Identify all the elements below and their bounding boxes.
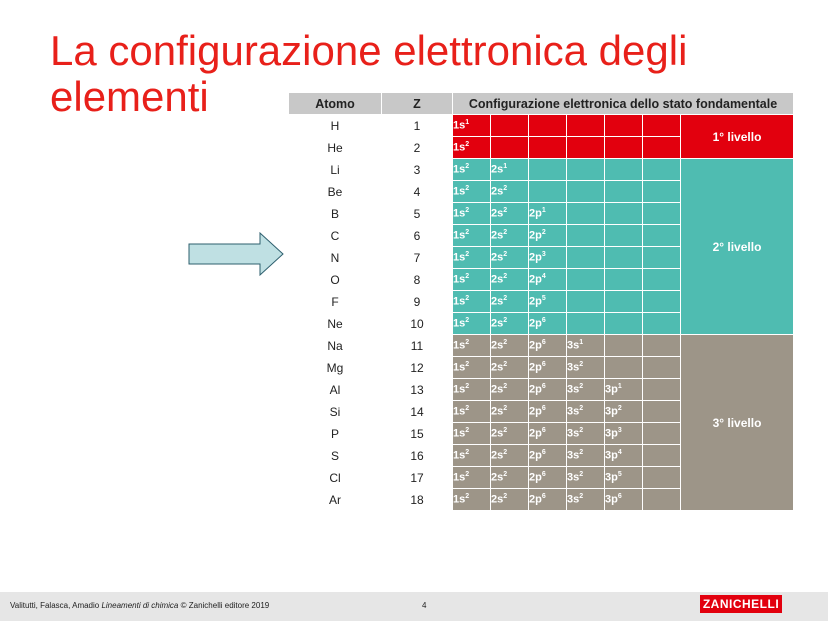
- electron-configuration-table: [288, 92, 794, 511]
- orbital-cell: [491, 137, 529, 159]
- atomic-number: 1: [382, 115, 453, 137]
- orbital-name: 2p: [529, 339, 542, 352]
- atom-symbol: N: [289, 247, 382, 269]
- electron-count: 2: [503, 339, 508, 347]
- electron-count: 2: [503, 383, 508, 391]
- atomic-number: 10: [382, 313, 453, 335]
- atom-symbol: Ne: [289, 313, 382, 335]
- orbital-cell: [643, 445, 681, 467]
- footer-credit-authors: Valitutti, Falasca, Amadio: [10, 601, 102, 610]
- electron-count: 6: [541, 383, 546, 391]
- orbital-name: 1s: [453, 163, 466, 176]
- header-configuration: Configurazione elettronica dello stato fondamentale: [453, 93, 794, 115]
- header-z: Z: [382, 93, 453, 115]
- orbital-name: 2p: [529, 383, 542, 396]
- electron-count: 2: [465, 251, 470, 259]
- orbital-cell: [453, 115, 491, 137]
- orbital-name: 2p: [529, 405, 542, 418]
- orbital-cell: [567, 357, 605, 379]
- orbital-name: 3s: [567, 383, 580, 396]
- orbital-cell: [567, 225, 605, 247]
- orbital-name: 2p: [529, 361, 542, 374]
- orbital-cell: [605, 467, 643, 489]
- orbital-cell: [567, 401, 605, 423]
- orbital-cell: [643, 335, 681, 357]
- orbital-cell: [491, 247, 529, 269]
- orbital-cell: [605, 159, 643, 181]
- orbital-name: 2s: [491, 471, 504, 484]
- orbital-cell: [529, 291, 567, 313]
- slide-title: La configurazione elettronica degli elementi: [50, 27, 688, 120]
- electron-count: 6: [541, 493, 546, 501]
- orbital-cell: [567, 335, 605, 357]
- orbital-cell: [643, 203, 681, 225]
- orbital-cell: [453, 181, 491, 203]
- level-label: 3° livello: [681, 335, 794, 511]
- electron-count: 1: [541, 207, 546, 215]
- header-atom: Atomo: [289, 93, 382, 115]
- orbital-cell: [491, 335, 529, 357]
- orbital-cell: [529, 137, 567, 159]
- orbital-cell: [529, 401, 567, 423]
- electron-count: 2: [503, 471, 508, 479]
- orbital-cell: [643, 115, 681, 137]
- orbital-cell: [643, 291, 681, 313]
- orbital-name: 3p: [605, 471, 618, 484]
- orbital-cell: [453, 401, 491, 423]
- atom-symbol: O: [289, 269, 382, 291]
- orbital-cell: [529, 467, 567, 489]
- orbital-cell: [605, 225, 643, 247]
- electron-count: 2: [465, 295, 470, 303]
- orbital-name: 2s: [491, 295, 504, 308]
- orbital-name: 2s: [491, 427, 504, 440]
- atomic-number: 13: [382, 379, 453, 401]
- orbital-name: 3p: [605, 383, 618, 396]
- orbital-cell: [605, 401, 643, 423]
- orbital-cell: [529, 115, 567, 137]
- orbital-name: 1s: [453, 273, 466, 286]
- atomic-number: 17: [382, 467, 453, 489]
- orbital-name: 2p: [529, 427, 542, 440]
- electron-count: 6: [541, 449, 546, 457]
- atom-symbol: He: [289, 137, 382, 159]
- orbital-cell: [453, 137, 491, 159]
- orbital-cell: [605, 203, 643, 225]
- orbital-name: 2p: [529, 449, 542, 462]
- orbital-name: 2p: [529, 295, 542, 308]
- orbital-cell: [643, 247, 681, 269]
- electron-count: 1: [617, 383, 622, 391]
- orbital-name: 1s: [453, 295, 466, 308]
- orbital-name: 3s: [567, 471, 580, 484]
- orbital-cell: [567, 423, 605, 445]
- orbital-cell: [529, 445, 567, 467]
- electron-count: 2: [541, 229, 546, 237]
- orbital-cell: [643, 423, 681, 445]
- orbital-cell: [643, 401, 681, 423]
- electron-count: 2: [579, 383, 584, 391]
- orbital-name: 2s: [491, 273, 504, 286]
- electron-count: 2: [465, 339, 470, 347]
- orbital-name: 3s: [567, 339, 580, 352]
- electron-count: 2: [465, 185, 470, 193]
- electron-count: 2: [465, 141, 470, 149]
- orbital-cell: [453, 335, 491, 357]
- electron-count: 2: [465, 163, 470, 171]
- electron-count: 2: [503, 449, 508, 457]
- atom-symbol: P: [289, 423, 382, 445]
- orbital-cell: [643, 269, 681, 291]
- orbital-cell: [453, 467, 491, 489]
- footer-credit-book: Lineamenti di chimica: [101, 601, 179, 610]
- atom-symbol: Na: [289, 335, 382, 357]
- orbital-cell: [529, 335, 567, 357]
- orbital-cell: [605, 423, 643, 445]
- orbital-cell: [453, 225, 491, 247]
- orbital-name: 2s: [491, 493, 504, 506]
- electron-count: 3: [617, 427, 622, 435]
- orbital-cell: [605, 445, 643, 467]
- atom-symbol: C: [289, 225, 382, 247]
- orbital-cell: [605, 313, 643, 335]
- orbital-name: 2s: [491, 339, 504, 352]
- orbital-cell: [605, 181, 643, 203]
- electron-count: 2: [503, 317, 508, 325]
- orbital-name: 1s: [453, 207, 466, 220]
- orbital-name: 1s: [453, 119, 466, 132]
- electron-count: 2: [579, 449, 584, 457]
- level-label: 1° livello: [681, 115, 794, 159]
- electron-count: 2: [503, 405, 508, 413]
- orbital-cell: [605, 379, 643, 401]
- electron-count: 4: [617, 449, 622, 457]
- orbital-name: 3p: [605, 449, 618, 462]
- footer-bar: [0, 592, 828, 621]
- electron-count: 2: [579, 493, 584, 501]
- orbital-cell: [491, 225, 529, 247]
- electron-count: 1: [465, 119, 470, 127]
- orbital-cell: [453, 489, 491, 511]
- orbital-name: 3s: [567, 427, 580, 440]
- orbital-cell: [491, 313, 529, 335]
- footer-credit-publisher: © Zanichelli editore 2019: [178, 601, 270, 610]
- atom-symbol: Si: [289, 401, 382, 423]
- atomic-number: 4: [382, 181, 453, 203]
- atomic-number: 18: [382, 489, 453, 511]
- orbital-cell: [567, 137, 605, 159]
- electron-count: 6: [541, 339, 546, 347]
- orbital-cell: [529, 269, 567, 291]
- orbital-cell: [529, 203, 567, 225]
- orbital-name: 2s: [491, 229, 504, 242]
- electron-count: 2: [503, 273, 508, 281]
- orbital-cell: [453, 357, 491, 379]
- electron-count: 6: [541, 427, 546, 435]
- orbital-cell: [491, 401, 529, 423]
- orbital-name: 3p: [605, 405, 618, 418]
- orbital-name: 2p: [529, 493, 542, 506]
- orbital-cell: [643, 379, 681, 401]
- electron-count: 2: [465, 405, 470, 413]
- orbital-cell: [529, 379, 567, 401]
- orbital-cell: [529, 423, 567, 445]
- electron-count: 2: [465, 273, 470, 281]
- table-header-row: [289, 93, 794, 115]
- orbital-name: 2s: [491, 163, 504, 176]
- electron-count: 2: [465, 449, 470, 457]
- orbital-name: 1s: [453, 339, 466, 352]
- atomic-number: 11: [382, 335, 453, 357]
- table-row: [289, 335, 794, 357]
- atomic-number: 12: [382, 357, 453, 379]
- orbital-cell: [643, 225, 681, 247]
- orbital-cell: [567, 467, 605, 489]
- orbital-cell: [491, 181, 529, 203]
- electron-count: 2: [503, 185, 508, 193]
- orbital-cell: [605, 137, 643, 159]
- electron-count: 2: [503, 361, 508, 369]
- orbital-name: 1s: [453, 185, 466, 198]
- atom-symbol: Al: [289, 379, 382, 401]
- electron-count: 2: [579, 361, 584, 369]
- orbital-name: 2s: [491, 207, 504, 220]
- orbital-name: 1s: [453, 493, 466, 506]
- electron-count: 5: [617, 471, 622, 479]
- electron-count: 2: [465, 383, 470, 391]
- atom-symbol: S: [289, 445, 382, 467]
- orbital-name: 1s: [453, 383, 466, 396]
- orbital-cell: [491, 357, 529, 379]
- orbital-name: 1s: [453, 229, 466, 242]
- footer-credit: [10, 601, 269, 610]
- atom-symbol: Mg: [289, 357, 382, 379]
- table-row: [289, 115, 794, 137]
- electron-count: 2: [579, 471, 584, 479]
- orbital-cell: [491, 423, 529, 445]
- electron-count: 6: [541, 361, 546, 369]
- atom-symbol: Cl: [289, 467, 382, 489]
- atomic-number: 8: [382, 269, 453, 291]
- atom-symbol: Be: [289, 181, 382, 203]
- orbital-cell: [529, 159, 567, 181]
- orbital-cell: [605, 247, 643, 269]
- orbital-cell: [453, 313, 491, 335]
- orbital-cell: [453, 423, 491, 445]
- orbital-cell: [491, 269, 529, 291]
- atom-symbol: F: [289, 291, 382, 313]
- electron-count: 2: [465, 493, 470, 501]
- electron-count: 2: [503, 229, 508, 237]
- orbital-name: 2s: [491, 361, 504, 374]
- level-label: 2° livello: [681, 159, 794, 335]
- orbital-cell: [567, 269, 605, 291]
- electron-count: 2: [503, 493, 508, 501]
- electron-count: 6: [541, 317, 546, 325]
- orbital-cell: [453, 247, 491, 269]
- orbital-name: 2s: [491, 317, 504, 330]
- electron-count: 3: [541, 251, 546, 259]
- electron-count: 2: [465, 471, 470, 479]
- electron-count: 2: [465, 317, 470, 325]
- atom-symbol: Ar: [289, 489, 382, 511]
- orbital-cell: [643, 357, 681, 379]
- table-row: [289, 159, 794, 181]
- atomic-number: 7: [382, 247, 453, 269]
- orbital-cell: [643, 489, 681, 511]
- orbital-cell: [453, 379, 491, 401]
- orbital-cell: [453, 291, 491, 313]
- orbital-cell: [643, 313, 681, 335]
- orbital-cell: [605, 115, 643, 137]
- orbital-name: 1s: [453, 141, 466, 154]
- orbital-name: 1s: [453, 251, 466, 264]
- orbital-cell: [643, 181, 681, 203]
- orbital-cell: [529, 225, 567, 247]
- orbital-cell: [453, 159, 491, 181]
- orbital-cell: [529, 357, 567, 379]
- electron-count: 4: [541, 273, 546, 281]
- orbital-cell: [567, 181, 605, 203]
- electron-count: 2: [579, 427, 584, 435]
- electron-count: 1: [503, 163, 508, 171]
- electron-count: 6: [541, 405, 546, 413]
- orbital-cell: [643, 467, 681, 489]
- orbital-name: 3s: [567, 361, 580, 374]
- electron-count: 5: [541, 295, 546, 303]
- orbital-cell: [453, 445, 491, 467]
- atomic-number: 3: [382, 159, 453, 181]
- right-arrow-icon: [188, 232, 284, 276]
- orbital-cell: [453, 269, 491, 291]
- orbital-cell: [491, 159, 529, 181]
- orbital-cell: [529, 247, 567, 269]
- orbital-cell: [491, 467, 529, 489]
- orbital-cell: [567, 291, 605, 313]
- atomic-number: 6: [382, 225, 453, 247]
- atom-symbol: B: [289, 203, 382, 225]
- orbital-cell: [605, 269, 643, 291]
- orbital-cell: [491, 489, 529, 511]
- orbital-cell: [567, 247, 605, 269]
- orbital-name: 3s: [567, 405, 580, 418]
- electron-count: 1: [579, 339, 584, 347]
- orbital-cell: [643, 137, 681, 159]
- orbital-cell: [605, 291, 643, 313]
- orbital-cell: [567, 445, 605, 467]
- orbital-name: 1s: [453, 471, 466, 484]
- orbital-cell: [567, 203, 605, 225]
- orbital-name: 2p: [529, 471, 542, 484]
- atomic-number: 16: [382, 445, 453, 467]
- electron-count: 2: [617, 405, 622, 413]
- orbital-name: 2p: [529, 207, 542, 220]
- atomic-number: 5: [382, 203, 453, 225]
- electron-count: 2: [503, 207, 508, 215]
- orbital-cell: [567, 379, 605, 401]
- electron-count: 6: [541, 471, 546, 479]
- page-number: 4: [422, 601, 427, 610]
- electron-count: 2: [465, 427, 470, 435]
- orbital-cell: [567, 115, 605, 137]
- orbital-name: 2s: [491, 383, 504, 396]
- orbital-cell: [605, 489, 643, 511]
- atom-symbol: Li: [289, 159, 382, 181]
- electron-count: 2: [465, 207, 470, 215]
- electron-count: 2: [465, 229, 470, 237]
- orbital-name: 2s: [491, 405, 504, 418]
- orbital-cell: [605, 357, 643, 379]
- electron-count: 2: [503, 427, 508, 435]
- zanichelli-logo: ZANICHELLI: [700, 595, 782, 613]
- electron-count: 2: [503, 295, 508, 303]
- orbital-name: 2p: [529, 229, 542, 242]
- orbital-cell: [453, 203, 491, 225]
- orbital-cell: [567, 489, 605, 511]
- electron-count: 2: [503, 251, 508, 259]
- orbital-name: 1s: [453, 449, 466, 462]
- atomic-number: 9: [382, 291, 453, 313]
- orbital-cell: [491, 445, 529, 467]
- orbital-name: 1s: [453, 317, 466, 330]
- orbital-name: 3p: [605, 427, 618, 440]
- orbital-name: 2p: [529, 251, 542, 264]
- orbital-name: 2s: [491, 449, 504, 462]
- atomic-number: 2: [382, 137, 453, 159]
- orbital-name: 1s: [453, 361, 466, 374]
- orbital-cell: [529, 489, 567, 511]
- atomic-number: 14: [382, 401, 453, 423]
- orbital-name: 2s: [491, 251, 504, 264]
- orbital-name: 1s: [453, 427, 466, 440]
- atomic-number: 15: [382, 423, 453, 445]
- orbital-cell: [529, 313, 567, 335]
- orbital-cell: [567, 159, 605, 181]
- orbital-cell: [491, 115, 529, 137]
- orbital-cell: [643, 159, 681, 181]
- orbital-name: 2p: [529, 317, 542, 330]
- orbital-name: 2p: [529, 273, 542, 286]
- orbital-cell: [491, 291, 529, 313]
- orbital-cell: [529, 181, 567, 203]
- orbital-cell: [491, 379, 529, 401]
- orbital-name: 3p: [605, 493, 618, 506]
- electron-count: 2: [579, 405, 584, 413]
- orbital-name: 2s: [491, 185, 504, 198]
- electron-count: 2: [465, 361, 470, 369]
- atom-symbol: H: [289, 115, 382, 137]
- orbital-name: 3s: [567, 449, 580, 462]
- orbital-cell: [491, 203, 529, 225]
- orbital-name: 1s: [453, 405, 466, 418]
- orbital-cell: [567, 313, 605, 335]
- orbital-name: 3s: [567, 493, 580, 506]
- electron-count: 6: [617, 493, 622, 501]
- orbital-cell: [605, 335, 643, 357]
